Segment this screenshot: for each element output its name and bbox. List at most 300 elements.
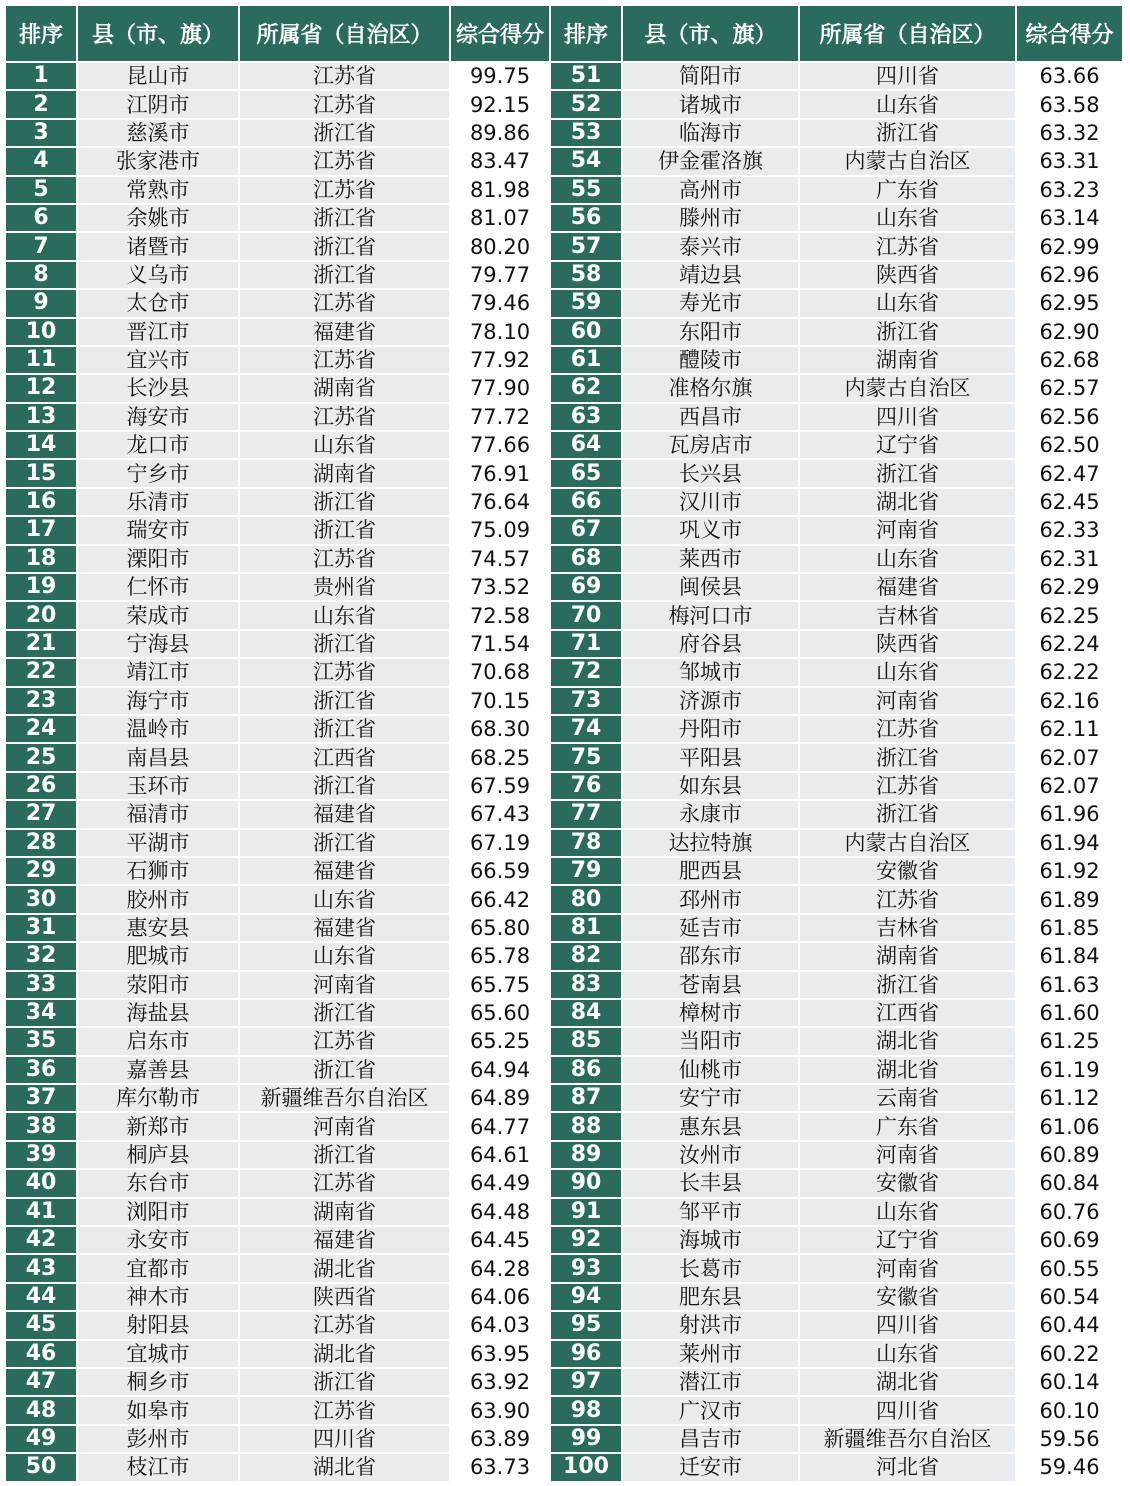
county-cell: 常熟市 [78,177,240,205]
rank-cell: 51 [551,63,623,91]
table-row [6,773,1124,801]
county-cell: 肥西县 [623,858,800,886]
score-cell: 77.72 [451,404,551,432]
score-cell: 64.49 [451,1170,551,1198]
rank-cell: 1 [6,63,78,91]
score-cell: 59.56 [1017,1426,1124,1454]
county-cell: 东台市 [78,1170,240,1198]
county-cell: 海盐县 [78,1000,240,1028]
score-cell: 74.57 [451,546,551,574]
province-cell: 江苏省 [800,886,1017,914]
county-cell: 长葛市 [623,1255,800,1283]
table-row [6,1170,1124,1198]
province-cell: 辽宁省 [800,432,1017,460]
table-row [6,688,1124,716]
rank-cell: 75 [551,744,623,772]
province-cell: 广东省 [800,177,1017,205]
county-cell: 肥东县 [623,1284,800,1312]
county-cell: 简阳市 [623,63,800,91]
rank-cell: 24 [6,716,78,744]
rank-cell: 97 [551,1369,623,1397]
table-row [6,1000,1124,1028]
table-row [6,1113,1124,1141]
table-row [6,830,1124,858]
table-row [6,319,1124,347]
province-cell: 内蒙古自治区 [800,830,1017,858]
province-cell: 山东省 [240,886,451,914]
province-cell: 湖南省 [800,347,1017,375]
table-row [6,460,1124,488]
county-cell: 仙桃市 [623,1057,800,1085]
province-cell: 江苏省 [240,1028,451,1056]
rank-cell: 20 [6,602,78,630]
rank-cell: 29 [6,858,78,886]
province-cell: 内蒙古自治区 [800,375,1017,403]
score-cell: 62.57 [1017,375,1124,403]
county-cell: 莱州市 [623,1341,800,1369]
score-cell: 60.89 [1017,1142,1124,1170]
rank-cell: 73 [551,688,623,716]
province-cell: 浙江省 [240,773,451,801]
province-cell: 浙江省 [240,1000,451,1028]
county-cell: 库尔勒市 [78,1085,240,1113]
rank-cell: 8 [6,262,78,290]
score-cell: 63.32 [1017,120,1124,148]
rank-cell: 52 [551,91,623,119]
table-row [6,262,1124,290]
table-row [6,1057,1124,1085]
province-cell: 山东省 [240,943,451,971]
province-cell: 福建省 [800,574,1017,602]
rank-cell: 71 [551,631,623,659]
county-cell: 昆山市 [78,63,240,91]
province-cell: 江苏省 [240,63,451,91]
score-cell: 68.30 [451,716,551,744]
score-cell: 64.03 [451,1312,551,1340]
rank-cell: 89 [551,1142,623,1170]
score-cell: 72.58 [451,602,551,630]
county-cell: 启东市 [78,1028,240,1056]
rank-cell: 18 [6,546,78,574]
score-cell: 99.75 [451,63,551,91]
county-cell: 石狮市 [78,858,240,886]
rank-cell: 14 [6,432,78,460]
table-row [6,63,1124,91]
province-cell: 陕西省 [240,1284,451,1312]
province-cell: 浙江省 [240,233,451,261]
province-cell: 浙江省 [800,460,1017,488]
province-cell: 浙江省 [240,1142,451,1170]
rank-cell: 77 [551,801,623,829]
province-cell: 湖北省 [800,1028,1017,1056]
rank-cell: 83 [551,972,623,1000]
province-cell: 江苏省 [240,91,451,119]
rank-cell: 63 [551,404,623,432]
table-row [6,801,1124,829]
rank-cell: 61 [551,347,623,375]
county-cell: 邵东市 [623,943,800,971]
province-cell: 湖南省 [240,1199,451,1227]
score-cell: 66.42 [451,886,551,914]
score-cell: 77.90 [451,375,551,403]
score-cell: 65.80 [451,915,551,943]
province-cell: 浙江省 [240,1369,451,1397]
score-cell: 62.16 [1017,688,1124,716]
county-cell: 闽侯县 [623,574,800,602]
rank-cell: 33 [6,972,78,1000]
county-cell: 神木市 [78,1284,240,1312]
score-cell: 73.52 [451,574,551,602]
header-score-right: 综合得分 [1017,6,1124,63]
county-cell: 新郑市 [78,1113,240,1141]
province-cell: 河南省 [800,1142,1017,1170]
table-row [6,1312,1124,1340]
rank-cell: 95 [551,1312,623,1340]
score-cell: 81.98 [451,177,551,205]
rank-cell: 57 [551,233,623,261]
rank-cell: 4 [6,148,78,176]
score-cell: 67.59 [451,773,551,801]
score-cell: 63.95 [451,1341,551,1369]
province-cell: 浙江省 [240,688,451,716]
table-row [6,744,1124,772]
county-cell: 余姚市 [78,205,240,233]
score-cell: 59.46 [1017,1454,1124,1482]
province-cell: 安徽省 [800,1170,1017,1198]
rank-cell: 21 [6,631,78,659]
header-province-left: 所属省（自治区） [240,6,451,63]
province-cell: 新疆维吾尔自治区 [240,1085,451,1113]
province-cell: 浙江省 [800,120,1017,148]
table-row [6,1284,1124,1312]
rank-cell: 40 [6,1170,78,1198]
score-cell: 63.58 [1017,91,1124,119]
score-cell: 62.47 [1017,460,1124,488]
score-cell: 61.94 [1017,830,1124,858]
header-county-left: 县（市、旗） [78,6,240,63]
score-cell: 60.14 [1017,1369,1124,1397]
province-cell: 江苏省 [240,148,451,176]
county-cell: 汝州市 [623,1142,800,1170]
province-cell: 江苏省 [240,347,451,375]
rank-cell: 27 [6,801,78,829]
rank-cell: 35 [6,1028,78,1056]
province-cell: 江苏省 [800,233,1017,261]
table-row [6,858,1124,886]
score-cell: 62.33 [1017,517,1124,545]
table-row [6,404,1124,432]
score-cell: 62.31 [1017,546,1124,574]
province-cell: 四川省 [240,1426,451,1454]
rank-cell: 16 [6,489,78,517]
rank-cell: 53 [551,120,623,148]
county-cell: 海安市 [78,404,240,432]
score-cell: 70.15 [451,688,551,716]
table-row [6,574,1124,602]
province-cell: 浙江省 [240,830,451,858]
county-cell: 胶州市 [78,886,240,914]
header-rank-left: 排序 [6,6,78,63]
rank-cell: 30 [6,886,78,914]
rank-cell: 67 [551,517,623,545]
score-cell: 62.95 [1017,290,1124,318]
province-cell: 江苏省 [240,546,451,574]
county-cell: 乐清市 [78,489,240,517]
rank-cell: 100 [551,1454,623,1482]
province-cell: 河南省 [800,688,1017,716]
table-row [6,943,1124,971]
rank-cell: 49 [6,1426,78,1454]
score-cell: 62.24 [1017,631,1124,659]
province-cell: 四川省 [800,1397,1017,1425]
county-cell: 苍南县 [623,972,800,1000]
rank-cell: 50 [6,1454,78,1482]
table-row [6,375,1124,403]
score-cell: 75.09 [451,517,551,545]
score-cell: 63.14 [1017,205,1124,233]
county-cell: 泰兴市 [623,233,800,261]
province-cell: 湖南省 [800,943,1017,971]
county-cell: 肥城市 [78,943,240,971]
table-row [6,886,1124,914]
score-cell: 62.96 [1017,262,1124,290]
score-cell: 61.06 [1017,1113,1124,1141]
table-row [6,177,1124,205]
county-cell: 当阳市 [623,1028,800,1056]
county-cell: 广汉市 [623,1397,800,1425]
county-cell: 济源市 [623,688,800,716]
province-cell: 浙江省 [240,489,451,517]
score-cell: 80.20 [451,233,551,261]
rank-cell: 90 [551,1170,623,1198]
score-cell: 61.84 [1017,943,1124,971]
table-body [6,63,1124,1483]
province-cell: 山东省 [800,1199,1017,1227]
score-cell: 64.48 [451,1199,551,1227]
rank-cell: 39 [6,1142,78,1170]
county-cell: 永康市 [623,801,800,829]
province-cell: 浙江省 [800,972,1017,1000]
province-cell: 江苏省 [240,659,451,687]
rank-cell: 43 [6,1255,78,1283]
county-cell: 枝江市 [78,1454,240,1482]
rank-cell: 15 [6,460,78,488]
county-cell: 海城市 [623,1227,800,1255]
score-cell: 64.61 [451,1142,551,1170]
county-cell: 太仓市 [78,290,240,318]
county-cell: 温岭市 [78,716,240,744]
score-cell: 66.59 [451,858,551,886]
rank-cell: 78 [551,830,623,858]
county-cell: 寿光市 [623,290,800,318]
county-cell: 惠东县 [623,1113,800,1141]
county-cell: 长丰县 [623,1170,800,1198]
score-cell: 76.64 [451,489,551,517]
rank-cell: 58 [551,262,623,290]
rank-cell: 66 [551,489,623,517]
county-cell: 如东县 [623,773,800,801]
province-cell: 浙江省 [240,631,451,659]
county-cell: 长兴县 [623,460,800,488]
score-cell: 63.23 [1017,177,1124,205]
table-row [6,716,1124,744]
score-cell: 60.84 [1017,1170,1124,1198]
rank-cell: 56 [551,205,623,233]
rank-cell: 93 [551,1255,623,1283]
score-cell: 62.22 [1017,659,1124,687]
county-cell: 伊金霍洛旗 [623,148,800,176]
county-cell: 彭州市 [78,1426,240,1454]
province-cell: 浙江省 [800,801,1017,829]
score-cell: 60.22 [1017,1341,1124,1369]
county-cell: 桐乡市 [78,1369,240,1397]
province-cell: 吉林省 [800,915,1017,943]
county-cell: 延吉市 [623,915,800,943]
rank-cell: 25 [6,744,78,772]
score-cell: 60.54 [1017,1284,1124,1312]
rank-cell: 92 [551,1227,623,1255]
county-cell: 靖江市 [78,659,240,687]
rank-cell: 79 [551,858,623,886]
county-cell: 达拉特旗 [623,830,800,858]
table-row [6,1369,1124,1397]
score-cell: 63.66 [1017,63,1124,91]
county-cell: 梅河口市 [623,602,800,630]
table-row [6,546,1124,574]
county-cell: 宁海县 [78,631,240,659]
province-cell: 浙江省 [240,205,451,233]
rank-cell: 94 [551,1284,623,1312]
rank-cell: 31 [6,915,78,943]
county-cell: 邹平市 [623,1199,800,1227]
county-cell: 诸城市 [623,91,800,119]
table-header-row [6,6,1124,63]
score-cell: 62.90 [1017,319,1124,347]
score-cell: 62.68 [1017,347,1124,375]
rank-cell: 42 [6,1227,78,1255]
province-cell: 湖北省 [240,1341,451,1369]
province-cell: 江苏省 [240,1397,451,1425]
province-cell: 河南省 [800,1255,1017,1283]
header-rank-right: 排序 [551,6,623,63]
rank-cell: 7 [6,233,78,261]
score-cell: 61.63 [1017,972,1124,1000]
province-cell: 山东省 [800,205,1017,233]
table-row [6,233,1124,261]
rank-cell: 54 [551,148,623,176]
table-row [6,205,1124,233]
county-cell: 安宁市 [623,1085,800,1113]
score-cell: 70.68 [451,659,551,687]
rank-cell: 55 [551,177,623,205]
province-cell: 内蒙古自治区 [800,148,1017,176]
table-row [6,1255,1124,1283]
header-county-right: 县（市、旗） [623,6,800,63]
rank-cell: 48 [6,1397,78,1425]
province-cell: 安徽省 [800,858,1017,886]
county-cell: 府谷县 [623,631,800,659]
score-cell: 83.47 [451,148,551,176]
county-cell: 樟树市 [623,1000,800,1028]
rank-cell: 12 [6,375,78,403]
province-cell: 福建省 [240,915,451,943]
province-cell: 江苏省 [800,716,1017,744]
table-row [6,1454,1124,1482]
table-row [6,120,1124,148]
table-row [6,972,1124,1000]
rank-cell: 32 [6,943,78,971]
county-cell: 诸暨市 [78,233,240,261]
county-cell: 莱西市 [623,546,800,574]
score-cell: 62.11 [1017,716,1124,744]
rank-cell: 69 [551,574,623,602]
county-cell: 嘉善县 [78,1057,240,1085]
score-cell: 61.85 [1017,915,1124,943]
rank-cell: 86 [551,1057,623,1085]
score-cell: 62.56 [1017,404,1124,432]
county-cell: 潜江市 [623,1369,800,1397]
rank-cell: 37 [6,1085,78,1113]
rank-cell: 3 [6,120,78,148]
rank-cell: 6 [6,205,78,233]
rank-cell: 22 [6,659,78,687]
county-cell: 昌吉市 [623,1426,800,1454]
score-cell: 64.94 [451,1057,551,1085]
score-cell: 62.25 [1017,602,1124,630]
score-cell: 65.25 [451,1028,551,1056]
county-cell: 福清市 [78,801,240,829]
province-cell: 湖南省 [240,460,451,488]
score-cell: 61.25 [1017,1028,1124,1056]
county-cell: 义乌市 [78,262,240,290]
county-cell: 瑞安市 [78,517,240,545]
county-cell: 慈溪市 [78,120,240,148]
rank-cell: 82 [551,943,623,971]
score-cell: 77.92 [451,347,551,375]
county-cell: 迁安市 [623,1454,800,1482]
province-cell: 江苏省 [240,1312,451,1340]
rank-cell: 47 [6,1369,78,1397]
score-cell: 89.86 [451,120,551,148]
province-cell: 湖北省 [240,1454,451,1482]
county-cell: 海宁市 [78,688,240,716]
rank-cell: 19 [6,574,78,602]
province-cell: 广东省 [800,1113,1017,1141]
county-cell: 高州市 [623,177,800,205]
rank-cell: 76 [551,773,623,801]
county-cell: 惠安县 [78,915,240,943]
table-row [6,1426,1124,1454]
province-cell: 新疆维吾尔自治区 [800,1426,1017,1454]
rank-cell: 36 [6,1057,78,1085]
province-cell: 浙江省 [240,120,451,148]
province-cell: 浙江省 [240,716,451,744]
score-cell: 60.10 [1017,1397,1124,1425]
table-row [6,1028,1124,1056]
table-row [6,1341,1124,1369]
score-cell: 67.19 [451,830,551,858]
province-cell: 湖北省 [800,1369,1017,1397]
county-cell: 丹阳市 [623,716,800,744]
county-cell: 西昌市 [623,404,800,432]
province-cell: 山东省 [240,432,451,460]
table-row [6,347,1124,375]
table-row [6,517,1124,545]
province-cell: 湖北省 [240,1255,451,1283]
score-cell: 60.44 [1017,1312,1124,1340]
rank-cell: 23 [6,688,78,716]
ranking-table [6,6,1124,1483]
